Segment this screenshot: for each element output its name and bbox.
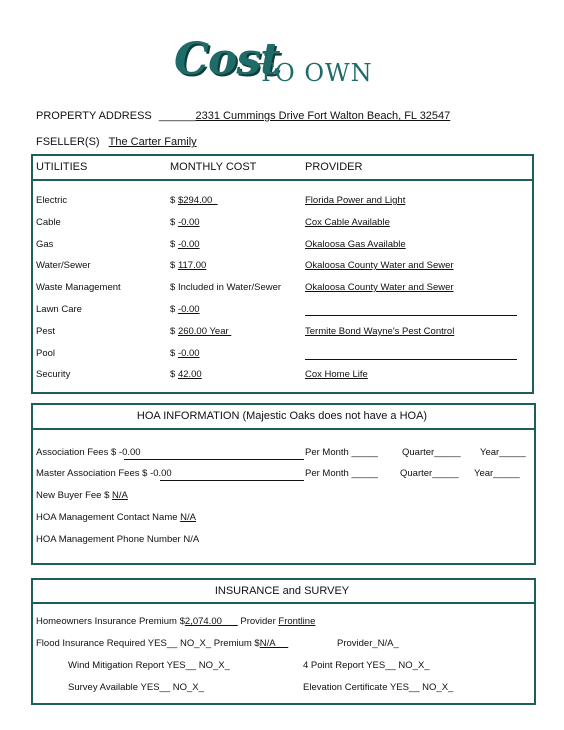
property-address-value: 2331 Cummings Drive Fort Walton Beach, FL 32547 [195,110,451,122]
currency-sign: $ [170,369,178,380]
utility-cost [170,282,281,293]
master-per-month: Per Month _____ [305,468,378,479]
flood-provider [337,638,399,649]
seller-row [36,136,197,148]
association-year: Year_____ [480,447,526,458]
utility-name: Waste Management [36,282,121,293]
utility-cost-value: 260.00 Year [177,326,232,337]
utility-name: Gas [36,239,54,250]
association-fees-label: Association Fees $ [36,447,119,458]
utility-provider: Termite Bond Wayne's Pest Control [305,326,455,337]
association-per-month: Per Month _____ [305,447,378,458]
homeowners-insurance-label: Homeowners Insurance Premium $ [36,616,185,627]
utility-cost [170,348,200,359]
utility-cost [170,260,206,271]
seller-value: The Carter Family [108,136,197,148]
utility-name: Pest [36,326,56,337]
homeowners-provider-value: Frontline [278,616,316,627]
hoa-title: HOA INFORMATION (Majestic Oaks does not have a HOA) [136,410,428,422]
homeowners-insurance-row [36,616,315,627]
utility-cost [170,239,200,250]
association-fees-row [36,447,141,458]
utility-provider: Florida Power and Light [305,195,406,206]
monthly-cost-header: MONTHLY COST [170,161,257,173]
four-point-row: 4 Point Report YES__ NO_X_ [303,660,430,671]
association-fees-value: -0.00 [118,447,141,458]
homeowners-insurance-value: 2,074.00 [184,616,238,627]
utility-cost [170,326,231,337]
master-association-value: -0.00 [150,468,172,479]
master-association-line [160,480,304,481]
utility-cost-value: -0.00 [177,239,200,250]
utility-name: Security [36,369,71,380]
utility-cost-value: $294.00 [177,195,218,206]
utility-provider-blank-line [305,315,517,316]
utilities-section [31,154,534,394]
utility-cost-value: -0.00 [177,217,200,228]
utility-name: Water/Sewer [36,260,91,271]
hoa-phone-row: HOA Management Phone Number N/A [36,534,200,545]
new-buyer-fee-value: N/A [112,490,128,501]
flood-insurance-label: Flood Insurance Required YES__ NO_X_ Premium $ [36,638,260,649]
property-address-prefix: ______ [158,110,196,122]
utility-provider-blank-line [305,359,517,360]
association-quarter: Quarter_____ [402,447,461,458]
insurance-header-divider [31,602,536,604]
master-association-row [36,468,172,479]
utilities-header: UTILITIES [36,161,88,173]
hoa-contact-label: HOA Management Contact Name [36,512,181,523]
currency-sign: $ [170,217,178,228]
association-fees-line [124,459,304,460]
seller-label: FSELLER(S) [36,136,100,148]
hoa-contact-value: N/A [180,512,196,523]
utility-provider: Okaloosa Gas Available [305,239,406,250]
flood-insurance-row [36,638,288,649]
utility-cost-value: -0.00 [177,348,200,359]
currency-sign: $ [170,195,178,206]
master-association-label: Master Association Fees $ [36,468,151,479]
elevation-certificate-row: Elevation Certificate YES__ NO_X_ [303,682,454,693]
currency-sign: $ [170,260,178,271]
homeowners-provider-label: Provider [240,616,279,627]
utility-cost [170,369,202,380]
utility-cost [170,304,200,315]
currency-sign: $ [170,239,178,250]
utility-provider: Okaloosa County Water and Sewer [305,282,454,293]
provider-header: PROVIDER [305,161,363,173]
master-year: Year_____ [474,468,520,479]
currency-sign: $ [170,304,178,315]
flood-provider-label: Provider [337,638,373,649]
utility-name: Electric [36,195,68,206]
currency-sign: $ [170,282,178,293]
currency-sign: $ [170,348,178,359]
survey-row: Survey Available YES__ NO_X_ [68,682,204,693]
utility-cost-value: 117.00 [177,260,207,271]
utility-cost-value: Included in Water/Sewer [177,282,282,293]
currency-sign: $ [170,326,178,337]
new-buyer-fee-row [36,490,128,501]
utility-cost [170,217,200,228]
flood-premium-value: N/A [259,638,289,649]
hoa-header-divider [31,428,536,430]
utility-cost-value: -0.00 [177,304,200,315]
flood-provider-value: _N/A_ [372,638,399,649]
wind-mitigation-row: Wind Mitigation Report YES__ NO_X_ [68,660,230,671]
utility-provider: Okaloosa County Water and Sewer [305,260,454,271]
utility-name: Pool [36,348,56,359]
title-to-own: TO OWN [258,59,373,87]
property-address-label: PROPERTY ADDRESS [36,110,152,122]
utility-cost [170,195,218,206]
insurance-title: INSURANCE and SURVEY [214,585,350,597]
title-cost: Cost [174,34,280,85]
utility-name: Cable [36,217,61,228]
new-buyer-fee-label: New Buyer Fee $ [36,490,113,501]
utilities-header-divider [31,179,534,181]
utility-provider: Cox Home Life [305,369,368,380]
utility-cost-value: 42.00 [177,369,202,380]
property-address-row [36,110,450,122]
master-quarter: Quarter_____ [400,468,459,479]
hoa-contact-row [36,512,196,523]
utility-name: Lawn Care [36,304,82,315]
utility-provider: Cox Cable Available [305,217,390,228]
